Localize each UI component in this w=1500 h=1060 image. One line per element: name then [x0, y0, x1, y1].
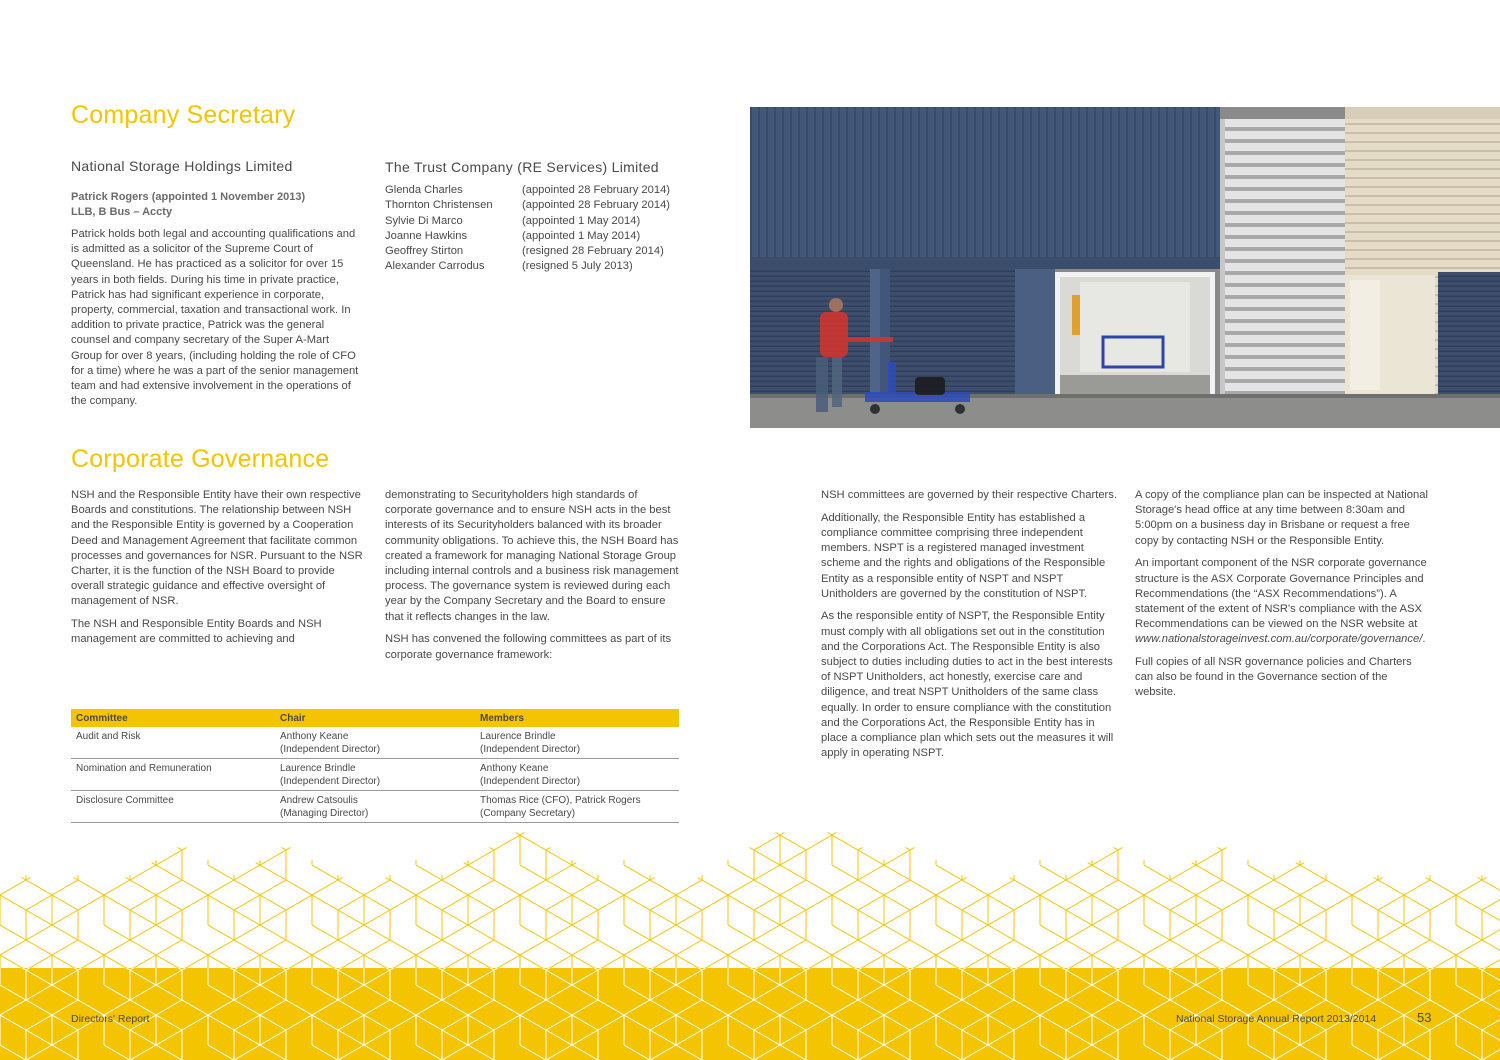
list-item: Glenda Charles (appointed 28 February 2014): [385, 184, 671, 196]
committee-cell: Audit and Risk: [71, 727, 275, 759]
column-header: Chair: [275, 709, 475, 727]
chair-cell: Andrew Catsoulis (Managing Director): [275, 791, 475, 823]
table-row: [71, 727, 679, 759]
governance-paragraph: Full copies of all NSR governance policies and Charters can also be found in the Governance section of the website.: [1135, 656, 1412, 699]
chair-cell: Anthony Keane (Independent Director): [275, 727, 475, 759]
secretary-name: Patrick Rogers (appointed 1 November 2013): [71, 191, 306, 203]
committee-cell: Nomination and Remuneration: [71, 759, 275, 791]
table-header-row: [71, 709, 679, 727]
governance-column-4: [1135, 488, 1431, 701]
governance-paragraph: An important component of the NSR corporate governance structure is the ASX Corporate Governance Principles and Recommendations (the “ASX Recommendations”). A statement of the extent of NSR's compliance with the ASX Recommendations can be viewed on the NSR website at www.nationalstorageinvest.com.au/corporate/governance/.: [1135, 557, 1427, 646]
governance-paragraph: Additionally, the Responsible Entity has established a compliance committee comprising three independent members. NSPT is a registered managed investment scheme and the rights and obligations of the Responsible Entity as a responsible entity of NSPT and NSPT Unitholders are governed by the constitution of NSPT.: [821, 511, 1106, 600]
governance-column-2: [385, 488, 681, 663]
governance-column-3: [821, 488, 1117, 761]
governance-paragraph: The NSH and Responsible Entity Boards and NSH management are committed to achieving and: [71, 618, 322, 646]
members-cell: Laurence Brindle (Independent Director): [475, 727, 679, 759]
secretary-name-block: [71, 190, 361, 220]
governance-paragraph: As the responsible entity of NSPT, the Responsible Entity must comply with all obligations set out in the constitution and the Corporations Act. The Responsible Entity is also subject to duties including duties to act in the best interests of NSPT Unitholders, act honestly, exercise care and diligence, and treat NSPT Unitholders of the same class equally. In order to ensure compliance with the constitution and the Corporations Act, the Responsible Entity has in place a compliance plan which sets out the measures it will apply in operating NSPT.: [821, 610, 1114, 760]
governance-paragraph: A copy of the compliance plan can be inspected at National Storage's head office at any time between 8:30am and 5:00pm on a business day in Brisbane or request a free copy by contacting NSH or the Responsible Entity.: [1135, 489, 1428, 547]
secretary-bio-text: Patrick holds both legal and accounting qualifications and is admitted as a solicitor of the Supreme Court of Queensland. He has practiced as a solicitor for over 15 years in both fields. During his time in private practice, Patrick has had significant experience in corporate, property, commercial, taxation and transactional work. In addition to private practice, Patrick was the general counsel and company secretary of the Super A-Mart Group for over 8 years, (including holding the role of CFO for a time) where he was a part of the senior management team and had extensive involvement in the operations of the company.: [71, 228, 359, 408]
secretary-bio: [71, 227, 363, 409]
list-item: Geoffrey Stirton (resigned 28 February 2014): [385, 245, 664, 258]
governance-paragraph: demonstrating to Securityholders high standards of corporate governance and to ensure NSH acts in the best interests of its Securityholders balanced with its broader community obligations. To achieve this, the NSH Board has created a framework for managing National Storage Group including internal controls and a business risk management process. The governance system is reviewed during each year by the Company Secretary and the Board to ensure that it reflects changes in the law.: [385, 489, 679, 623]
trust-members-list: [385, 183, 685, 275]
footer-section-label: Directors' Report: [71, 1013, 150, 1025]
committee-table: [71, 709, 679, 823]
list-item: Alexander Carrodus (resigned 5 July 2013): [385, 260, 633, 273]
governance-paragraph: NSH and the Responsible Entity have their own respective Boards and constitutions. The relationship between NSH and the Responsible Entity is governed by a Cooperation Deed and Management Agreement that facilitate common processes and governances for NSR. Pursuant to the NSR Charter, it is the function of the NSH Board to provide overall strategic guidance and effective oversight of management of NSR.: [71, 489, 363, 608]
column-header: Members: [475, 709, 679, 727]
secretary-qualifications: LLB, B Bus – Accty: [71, 206, 173, 218]
footer-report-title: National Storage Annual Report 2013/2014: [1176, 1013, 1377, 1025]
page-number: 53: [1417, 1010, 1432, 1025]
chair-cell: Laurence Brindle (Independent Director): [275, 759, 475, 791]
table-row: [71, 791, 679, 823]
storage-facility-photo: [750, 107, 1500, 428]
members-cell: Thomas Rice (CFO), Patrick Rogers (Company Secretary): [475, 791, 679, 823]
corporate-governance-title: Corporate Governance: [71, 445, 330, 473]
committee-cell: Disclosure Committee: [71, 791, 275, 823]
governance-paragraph: NSH committees are governed by their respective Charters.: [821, 489, 1117, 501]
governance-column-1: [71, 488, 363, 648]
trust-heading: The Trust Company (RE Services) Limited: [385, 159, 659, 175]
nsh-heading: National Storage Holdings Limited: [71, 158, 293, 174]
column-header: Committee: [71, 709, 275, 727]
table-row: [71, 759, 679, 791]
company-secretary-title: Company Secretary: [71, 101, 296, 129]
list-item: Thornton Christensen (appointed 28 February 2014): [385, 199, 671, 212]
members-cell: Anthony Keane (Independent Director): [475, 759, 679, 791]
governance-website-link[interactable]: www.nationalstorageinvest.com.au/corporate/governance/: [1135, 633, 1423, 646]
list-item: Joanne Hawkins (appointed 1 May 2014): [385, 229, 641, 242]
list-item: Sylvie Di Marco (appointed 1 May 2014): [385, 214, 641, 227]
governance-paragraph: NSH has convened the following committees as part of its corporate governance framework:: [385, 633, 672, 661]
